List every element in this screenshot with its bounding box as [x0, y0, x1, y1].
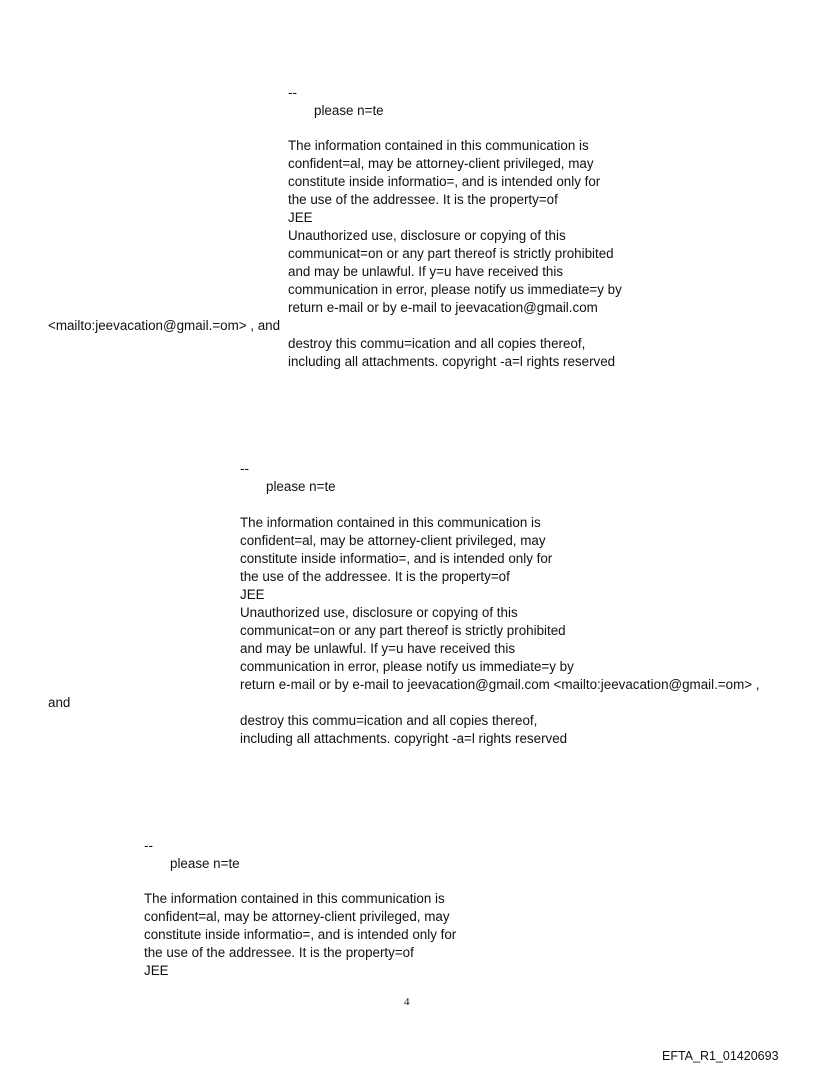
- text-line: including all attachments. copyright -a=l rights reserved: [240, 731, 568, 746]
- text-line: JEE: [144, 963, 169, 978]
- separator: --: [288, 85, 297, 100]
- text-line: communicat=on or any part thereof is strictly prohibited: [288, 246, 614, 261]
- text-line: constitute inside informatio=, and is intended only for: [288, 174, 601, 189]
- text-line: destroy this commu=ication and all copies thereof,: [288, 336, 586, 351]
- text-line: The information contained in this communication is: [240, 515, 541, 530]
- text-line: return e-mail or by e-mail to jeevacation@gmail.com: [288, 300, 598, 315]
- page-number: 4: [404, 996, 410, 1008]
- text-line: constitute inside informatio=, and is intended only for: [240, 551, 553, 566]
- text-line: and may be unlawful. If y=u have received this: [240, 641, 516, 656]
- text-line: the use of the addressee. It is the property=of: [240, 569, 510, 584]
- text-line: Unauthorized use, disclosure or copying of this: [240, 605, 518, 620]
- text-line: destroy this commu=ication and all copies thereof,: [240, 713, 538, 728]
- note-heading: please n=te: [266, 479, 336, 494]
- text-line: communicat=on or any part thereof is strictly prohibited: [240, 623, 566, 638]
- text-line: JEE: [240, 587, 265, 602]
- text-line: <mailto:jeevacation@gmail.=om> , and: [48, 318, 281, 333]
- text-line: confident=al, may be attorney-client privileged, may: [240, 533, 546, 548]
- text-line: including all attachments. copyright -a=l rights reserved: [288, 354, 616, 369]
- text-line: The information contained in this communication is: [144, 891, 445, 906]
- note-heading: please n=te: [170, 856, 240, 871]
- note-heading: please n=te: [314, 103, 384, 118]
- text-line: JEE: [288, 210, 313, 225]
- text-line: constitute inside informatio=, and is intended only for: [144, 927, 457, 942]
- separator: --: [144, 838, 153, 853]
- text-line: The information contained in this communication is: [288, 138, 589, 153]
- text-line: Unauthorized use, disclosure or copying of this: [288, 228, 566, 243]
- text-line: return e-mail or by e-mail to jeevacation@gmail.com <mailto:jeevacation@gmail.=om> ,: [240, 677, 760, 692]
- text-line: communication in error, please notify us immediate=y by: [240, 659, 574, 674]
- document-id: EFTA_R1_01420693: [662, 1049, 779, 1063]
- text-line: the use of the addressee. It is the property=of: [144, 945, 414, 960]
- text-line: and may be unlawful. If y=u have received this: [288, 264, 564, 279]
- text-line: the use of the addressee. It is the property=of: [288, 192, 558, 207]
- text-line: confident=al, may be attorney-client privileged, may: [144, 909, 450, 924]
- text-line: and: [48, 695, 71, 710]
- text-line: confident=al, may be attorney-client privileged, may: [288, 156, 594, 171]
- text-line: communication in error, please notify us immediate=y by: [288, 282, 622, 297]
- separator: --: [240, 461, 249, 476]
